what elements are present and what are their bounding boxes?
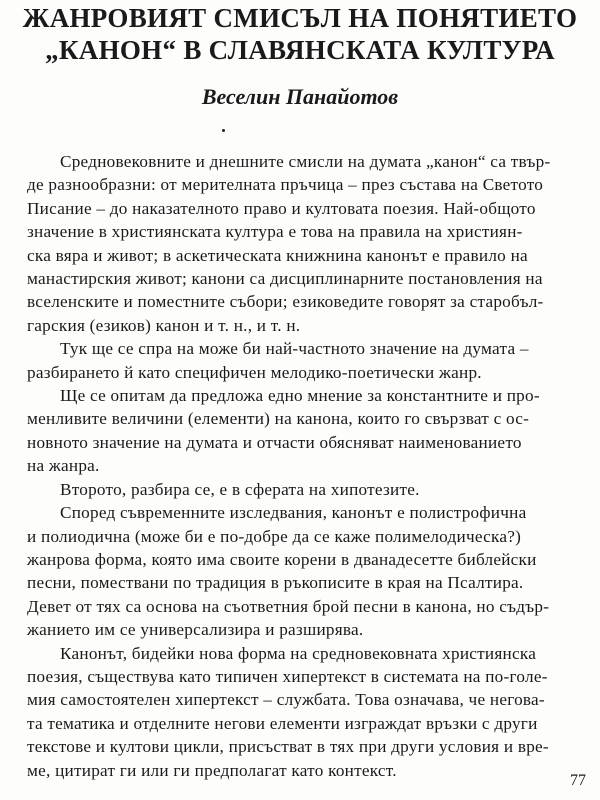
- article-body: [27, 150, 599, 782]
- text-line: на жанра.: [27, 456, 100, 476]
- text-line: ме, цитират ги или ги предполагат като контекст.: [27, 760, 397, 780]
- article-title: [0, 2, 600, 66]
- text-line: менливите величини (елементи) на канона, които го свързват с ос-: [27, 409, 530, 429]
- ink-dot: [222, 129, 225, 132]
- text-line: гарския (езиков) канон и т. н., и т. н.: [27, 315, 301, 335]
- text-line: Според съвременните изследвания, канонът е полистрофична: [60, 503, 527, 523]
- text-line: Девет от тях са основа на съответния брой песни в канона, но съдър-: [27, 596, 550, 616]
- text-line: жанието им се универсализира и разширява.: [27, 620, 364, 640]
- text-line: манастирския живот; канони са дисциплинарните постановления на: [27, 269, 543, 289]
- text-line: поезия, съществува като типичен хипертекст в системата на по-голе-: [27, 666, 548, 686]
- page-number: 77: [570, 772, 586, 789]
- text-line: Второто, разбира се, е в сферата на хипотезите.: [60, 479, 420, 499]
- text-line: вселенските и поместните събори; езиковедите говорят за старобъл-: [27, 292, 544, 312]
- title-line: ЖАНРОВИЯТ СМИСЪЛ НА ПОНЯТИЕТО: [22, 3, 578, 33]
- text-line: Средновековните и днешните смисли на думата „канон“ са твър-: [60, 152, 551, 171]
- text-line: значение в християнската култура е това на правила на християн-: [27, 222, 523, 242]
- text-line: та тематика и отделните негови елементи изграждат връзки с други: [27, 713, 538, 733]
- text-line: разбирането й като специфичен мелодико-поетически жанр.: [27, 362, 482, 382]
- text-line: текстове и култови цикли, присъстват в тях при други условия и вре-: [27, 737, 549, 757]
- author-name: Веселин Панайотов: [201, 84, 399, 109]
- text-line: жанрова форма, която има своите корени в дванадесетте библейски: [27, 549, 537, 569]
- text-line: мия самостоятелен хипертекст – службата. Това означава, че негова-: [27, 690, 545, 710]
- text-line: де разнообразни: от мерителната пръчица – през състава на Светото: [27, 175, 544, 195]
- text-line: и полиодична (може би е по-добре да се каже полимелодическа?): [27, 526, 522, 546]
- text-line: песни, помествани по традиция в ръкописите в края на Псалтира.: [27, 573, 524, 593]
- text-line: Ще се опитам да предложа едно мнение за константните и про-: [60, 386, 540, 406]
- text-line: новното значение на думата и отчасти обясняват наименованието: [27, 432, 522, 452]
- text-line: ска вяра и живот; в аскетическата книжнина канонът е правило на: [27, 245, 528, 265]
- text-line: Тук ще се спра на може би най-частното значение на думата –: [60, 339, 529, 359]
- text-line: Канонът, бидейки нова форма на средновековната християнска: [60, 643, 537, 663]
- text-line: Писание – до наказателното право и култовата поезия. Най-общото: [27, 198, 536, 218]
- title-line: „КАНОН“ В СЛАВЯНСКАТА КУЛТУРА: [45, 35, 555, 65]
